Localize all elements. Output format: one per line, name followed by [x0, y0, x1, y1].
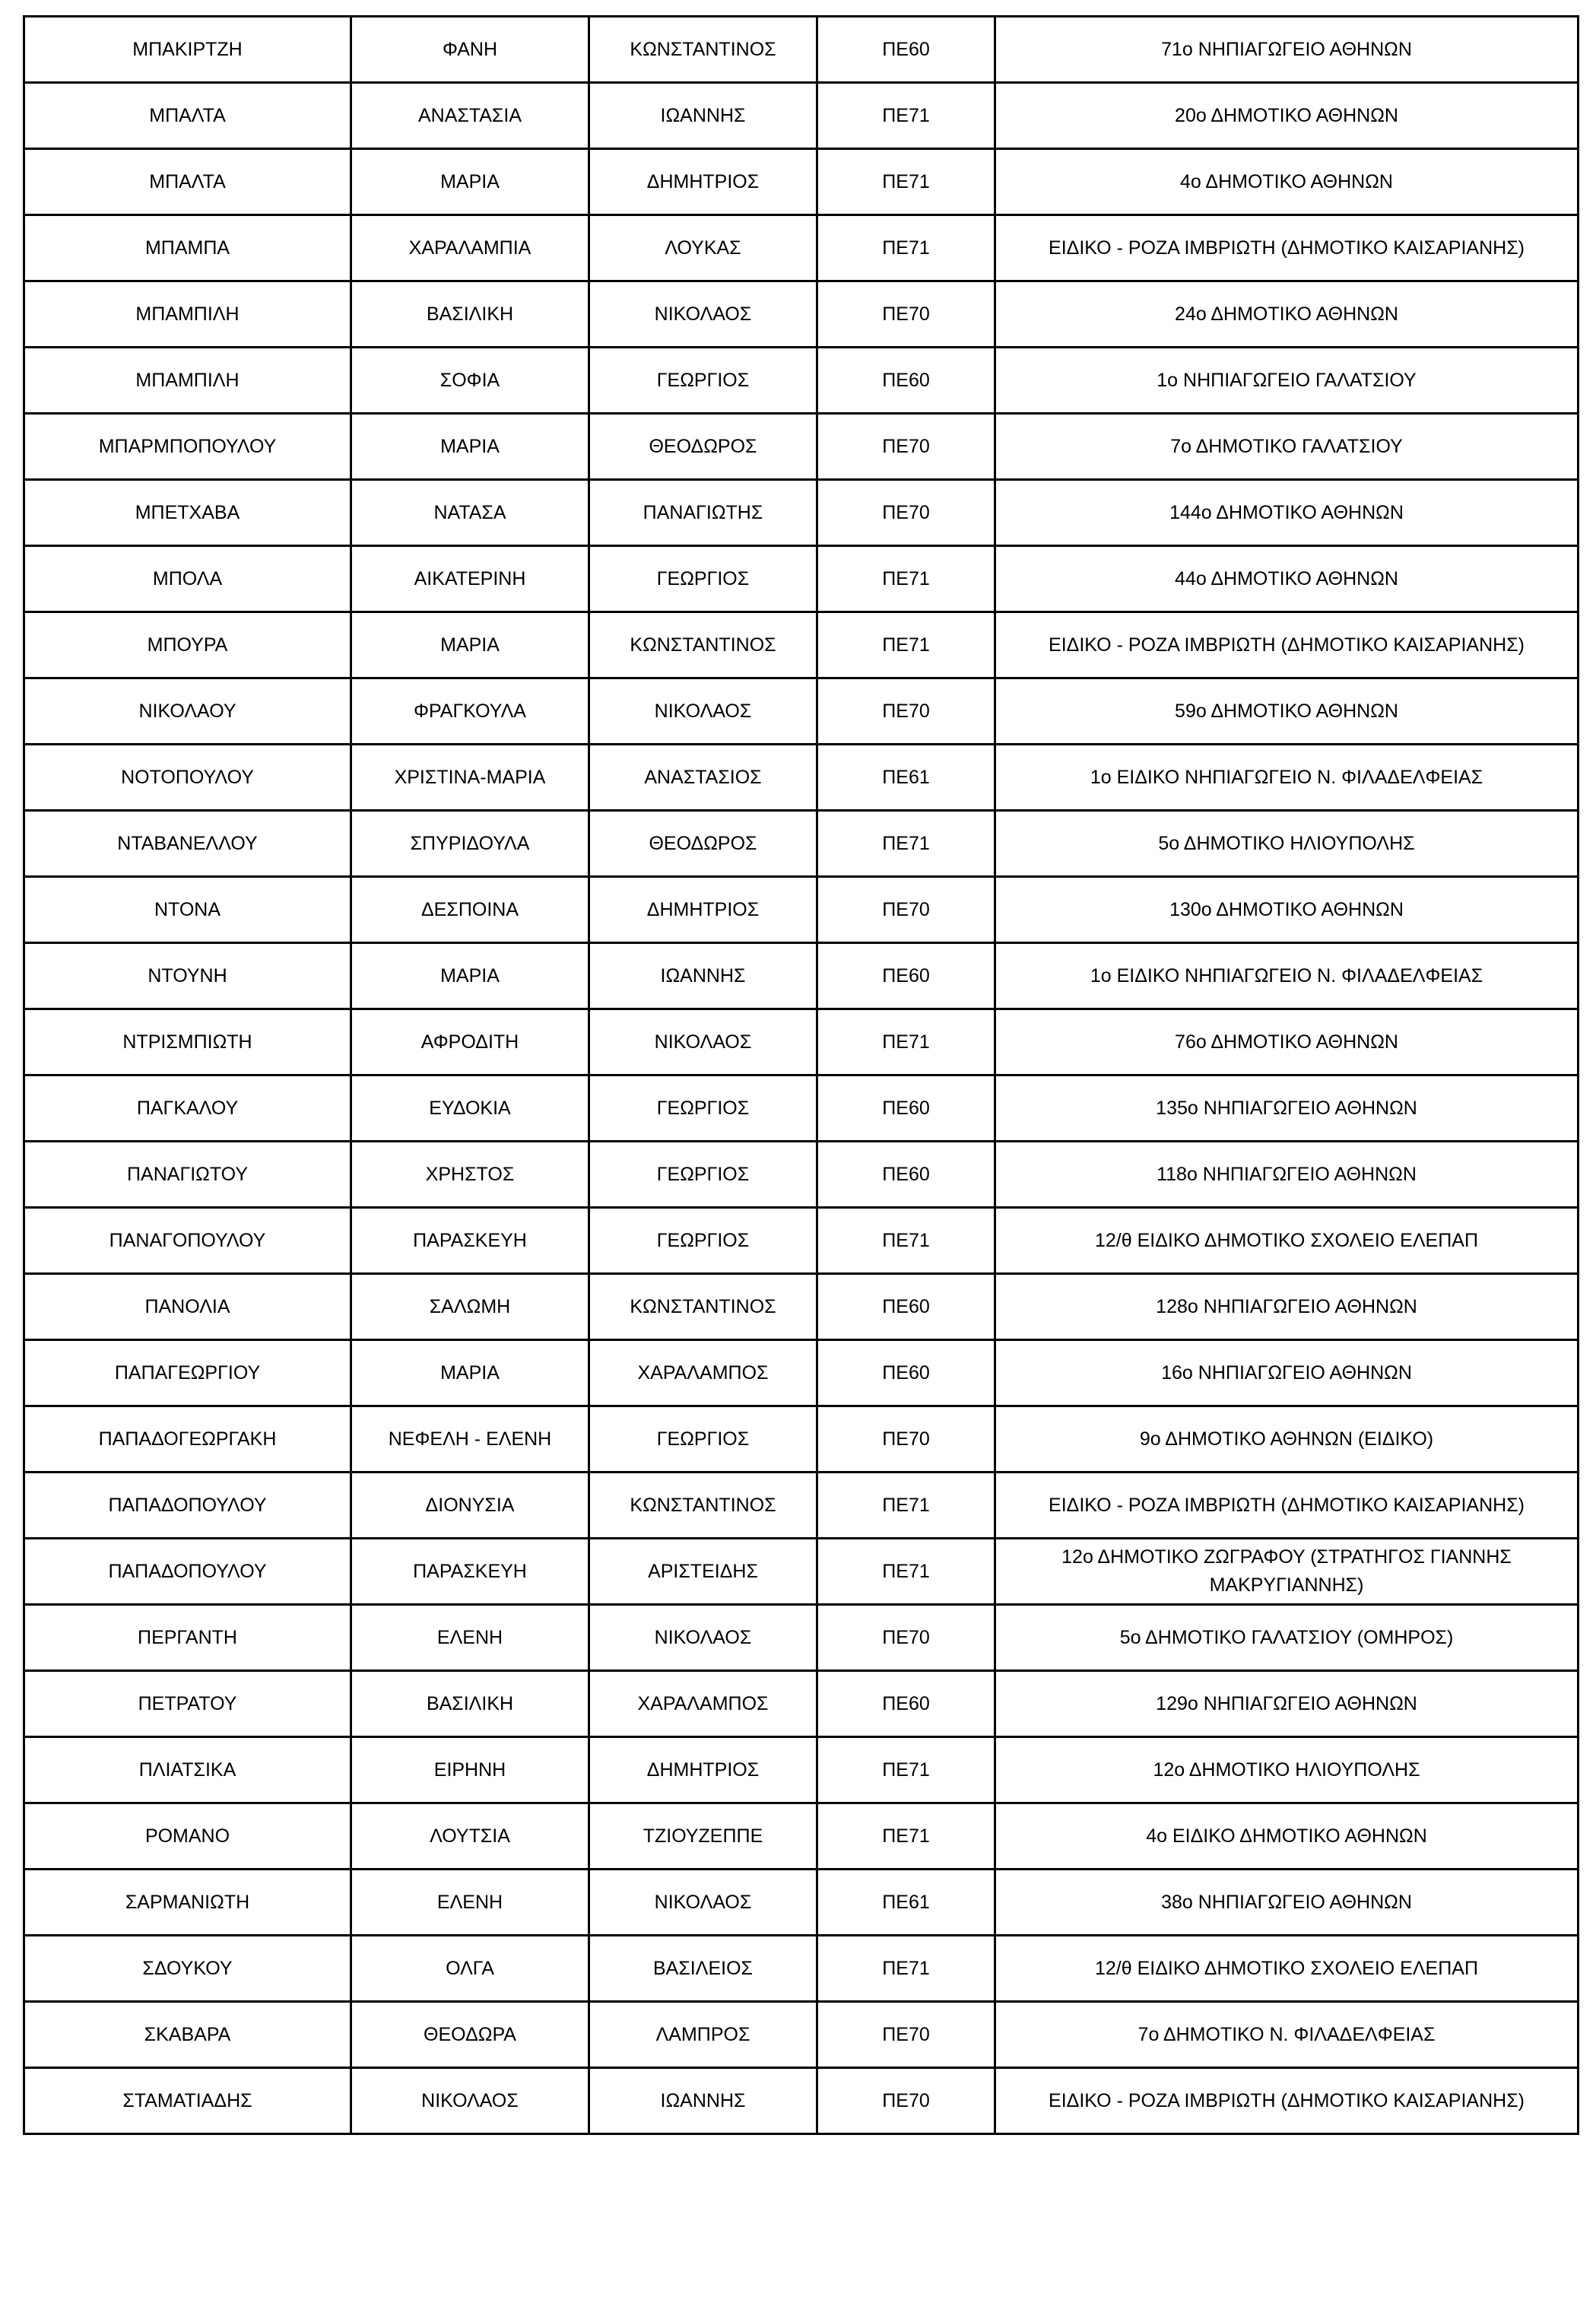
surname-cell: ΠΑΝΟΛΙΑ	[24, 1274, 351, 1340]
school-cell: 118ο ΝΗΠΙΑΓΩΓΕΙΟ ΑΘΗΝΩΝ	[995, 1142, 1579, 1208]
surname-cell: ΜΠΑΜΠΑ	[24, 215, 351, 281]
specialty-cell: ΠΕ60	[817, 348, 995, 414]
specialty-cell: ΠΕ60	[817, 1671, 995, 1737]
first-name-cell: ΑΙΚΑΤΕΡΙΝΗ	[351, 546, 589, 612]
first-name-cell: ΦΡΑΓΚΟΥΛΑ	[351, 678, 589, 745]
surname-cell: ΜΠΑΡΜΠΟΠΟΥΛΟΥ	[24, 414, 351, 480]
father-name-cell: ΧΑΡΑΛΑΜΠΟΣ	[589, 1671, 817, 1737]
surname-cell: ΝΟΤΟΠΟΥΛΟΥ	[24, 745, 351, 811]
specialty-cell: ΠΕ71	[817, 215, 995, 281]
table-row	[24, 1340, 1579, 1406]
first-name-cell: ΝΑΤΑΣΑ	[351, 480, 589, 546]
school-cell: 1ο ΕΙΔΙΚΟ ΝΗΠΙΑΓΩΓΕΙΟ Ν. ΦΙΛΑΔΕΛΦΕΙΑΣ	[995, 745, 1579, 811]
first-name-cell: ΟΛΓΑ	[351, 1936, 589, 2002]
surname-cell: ΣΚΑΒΑΡΑ	[24, 2002, 351, 2068]
school-cell: 38ο ΝΗΠΙΑΓΩΓΕΙΟ ΑΘΗΝΩΝ	[995, 1870, 1579, 1936]
father-name-cell: ΔΗΜΗΤΡΙΟΣ	[589, 1737, 817, 1803]
surname-cell: ΠΑΝΑΓΙΩΤΟΥ	[24, 1142, 351, 1208]
table-row	[24, 1605, 1579, 1671]
father-name-cell: ΓΕΩΡΓΙΟΣ	[589, 1142, 817, 1208]
specialty-cell: ΠΕ71	[817, 1737, 995, 1803]
specialty-cell: ΠΕ71	[817, 1473, 995, 1539]
table-body	[24, 17, 1579, 2134]
first-name-cell: ΜΑΡΙΑ	[351, 1340, 589, 1406]
father-name-cell: ΚΩΝΣΤΑΝΤΙΝΟΣ	[589, 1473, 817, 1539]
first-name-cell: ΑΦΡΟΔΙΤΗ	[351, 1009, 589, 1075]
table-row	[24, 546, 1579, 612]
school-cell: 4ο ΔΗΜΟΤΙΚΟ ΑΘΗΝΩΝ	[995, 149, 1579, 215]
school-cell: 128ο ΝΗΠΙΑΓΩΓΕΙΟ ΑΘΗΝΩΝ	[995, 1274, 1579, 1340]
specialty-cell: ΠΕ71	[817, 1936, 995, 2002]
father-name-cell: ΝΙΚΟΛΑΟΣ	[589, 281, 817, 348]
school-cell: 76ο ΔΗΜΟΤΙΚΟ ΑΘΗΝΩΝ	[995, 1009, 1579, 1075]
surname-cell: ΠΑΓΚΑΛΟΥ	[24, 1075, 351, 1142]
surname-cell: ΣΤΑΜΑΤΙΑΔΗΣ	[24, 2068, 351, 2134]
father-name-cell: ΘΕΟΔΩΡΟΣ	[589, 811, 817, 877]
school-cell: 9ο ΔΗΜΟΤΙΚΟ ΑΘΗΝΩΝ (ΕΙΔΙΚΟ)	[995, 1406, 1579, 1473]
specialty-cell: ΠΕ70	[817, 414, 995, 480]
surname-cell: ΝΙΚΟΛΑΟΥ	[24, 678, 351, 745]
father-name-cell: ΚΩΝΣΤΑΝΤΙΝΟΣ	[589, 1274, 817, 1340]
surname-cell: ΠΕΡΓΑΝΤΗ	[24, 1605, 351, 1671]
surname-cell: ΜΠΟΛΑ	[24, 546, 351, 612]
first-name-cell: ΣΟΦΙΑ	[351, 348, 589, 414]
first-name-cell: ΧΑΡΑΛΑΜΠΙΑ	[351, 215, 589, 281]
father-name-cell: ΔΗΜΗΤΡΙΟΣ	[589, 877, 817, 943]
surname-cell: ΜΠΑΛΤΑ	[24, 83, 351, 149]
table-row	[24, 480, 1579, 546]
table-row	[24, 1075, 1579, 1142]
school-cell: 44ο ΔΗΜΟΤΙΚΟ ΑΘΗΝΩΝ	[995, 546, 1579, 612]
surname-cell: ΜΠΟΥΡΑ	[24, 612, 351, 678]
surname-cell: ΠΕΤΡΑΤΟΥ	[24, 1671, 351, 1737]
school-cell: 71ο ΝΗΠΙΑΓΩΓΕΙΟ ΑΘΗΝΩΝ	[995, 17, 1579, 83]
father-name-cell: ΓΕΩΡΓΙΟΣ	[589, 348, 817, 414]
first-name-cell: ΝΕΦΕΛΗ - ΕΛΕΝΗ	[351, 1406, 589, 1473]
first-name-cell: ΧΡΙΣΤΙΝΑ-ΜΑΡΙΑ	[351, 745, 589, 811]
table-row	[24, 281, 1579, 348]
surname-cell: ΜΠΑΜΠΙΛΗ	[24, 281, 351, 348]
specialty-cell: ΠΕ60	[817, 1075, 995, 1142]
specialty-cell: ΠΕ71	[817, 612, 995, 678]
specialty-cell: ΠΕ60	[817, 1274, 995, 1340]
father-name-cell: ΧΑΡΑΛΑΜΠΟΣ	[589, 1340, 817, 1406]
school-cell: 7ο ΔΗΜΟΤΙΚΟ ΓΑΛΑΤΣΙΟΥ	[995, 414, 1579, 480]
specialty-cell: ΠΕ60	[817, 943, 995, 1009]
specialty-cell: ΠΕ60	[817, 1142, 995, 1208]
father-name-cell: ΠΑΝΑΓΙΩΤΗΣ	[589, 480, 817, 546]
first-name-cell: ΕΛΕΝΗ	[351, 1605, 589, 1671]
father-name-cell: ΓΕΩΡΓΙΟΣ	[589, 1406, 817, 1473]
table-row	[24, 678, 1579, 745]
father-name-cell: ΤΖΙΟΥΖΕΠΠΕ	[589, 1803, 817, 1870]
school-cell: 12/θ ΕΙΔΙΚΟ ΔΗΜΟΤΙΚΟ ΣΧΟΛΕΙΟ ΕΛΕΠΑΠ	[995, 1936, 1579, 2002]
specialty-cell: ΠΕ70	[817, 1605, 995, 1671]
specialty-cell: ΠΕ60	[817, 1340, 995, 1406]
specialty-cell: ΠΕ71	[817, 83, 995, 149]
table-row	[24, 1737, 1579, 1803]
table-row	[24, 1936, 1579, 2002]
first-name-cell: ΜΑΡΙΑ	[351, 612, 589, 678]
father-name-cell: ΝΙΚΟΛΑΟΣ	[589, 678, 817, 745]
table-row	[24, 1870, 1579, 1936]
specialty-cell: ΠΕ70	[817, 1406, 995, 1473]
father-name-cell: ΘΕΟΔΩΡΟΣ	[589, 414, 817, 480]
first-name-cell: ΧΡΗΣΤΟΣ	[351, 1142, 589, 1208]
father-name-cell: ΔΗΜΗΤΡΙΟΣ	[589, 149, 817, 215]
surname-cell: ΝΤΡΙΣΜΠΙΩΤΗ	[24, 1009, 351, 1075]
school-cell: 130ο ΔΗΜΟΤΙΚΟ ΑΘΗΝΩΝ	[995, 877, 1579, 943]
first-name-cell: ΜΑΡΙΑ	[351, 943, 589, 1009]
father-name-cell: ΝΙΚΟΛΑΟΣ	[589, 1009, 817, 1075]
father-name-cell: ΙΩΑΝΝΗΣ	[589, 943, 817, 1009]
first-name-cell: ΛΟΥΤΣΙΑ	[351, 1803, 589, 1870]
specialty-cell: ΠΕ71	[817, 546, 995, 612]
table-row	[24, 2068, 1579, 2134]
first-name-cell: ΔΕΣΠΟΙΝΑ	[351, 877, 589, 943]
table-row	[24, 943, 1579, 1009]
specialty-cell: ΠΕ60	[817, 17, 995, 83]
school-cell: ΕΙΔΙΚΟ - ΡΟΖΑ ΙΜΒΡΙΩΤΗ (ΔΗΜΟΤΙΚΟ ΚΑΙΣΑΡΙΑΝΗΣ)	[995, 612, 1579, 678]
father-name-cell: ΛΑΜΠΡΟΣ	[589, 2002, 817, 2068]
table-row	[24, 877, 1579, 943]
father-name-cell: ΝΙΚΟΛΑΟΣ	[589, 1870, 817, 1936]
father-name-cell: ΓΕΩΡΓΙΟΣ	[589, 1075, 817, 1142]
first-name-cell: ΦΑΝΗ	[351, 17, 589, 83]
school-cell: ΕΙΔΙΚΟ - ΡΟΖΑ ΙΜΒΡΙΩΤΗ (ΔΗΜΟΤΙΚΟ ΚΑΙΣΑΡΙΑΝΗΣ)	[995, 215, 1579, 281]
specialty-cell: ΠΕ70	[817, 2068, 995, 2134]
specialty-cell: ΠΕ71	[817, 1009, 995, 1075]
father-name-cell: ΓΕΩΡΓΙΟΣ	[589, 546, 817, 612]
surname-cell: ΠΑΠΑΓΕΩΡΓΙΟΥ	[24, 1340, 351, 1406]
school-cell: 12/θ ΕΙΔΙΚΟ ΔΗΜΟΤΙΚΟ ΣΧΟΛΕΙΟ ΕΛΕΠΑΠ	[995, 1208, 1579, 1274]
first-name-cell: ΒΑΣΙΛΙΚΗ	[351, 1671, 589, 1737]
school-cell: 1ο ΕΙΔΙΚΟ ΝΗΠΙΑΓΩΓΕΙΟ Ν. ΦΙΛΑΔΕΛΦΕΙΑΣ	[995, 943, 1579, 1009]
first-name-cell: ΣΑΛΩΜΗ	[351, 1274, 589, 1340]
school-cell: 7ο ΔΗΜΟΤΙΚΟ Ν. ΦΙΛΑΔΕΛΦΕΙΑΣ	[995, 2002, 1579, 2068]
surname-cell: ΡΟΜΑΝΟ	[24, 1803, 351, 1870]
father-name-cell: ΑΝΑΣΤΑΣΙΟΣ	[589, 745, 817, 811]
table-row	[24, 414, 1579, 480]
first-name-cell: ΑΝΑΣΤΑΣΙΑ	[351, 83, 589, 149]
table-row	[24, 1473, 1579, 1539]
father-name-cell: ΚΩΝΣΤΑΝΤΙΝΟΣ	[589, 612, 817, 678]
first-name-cell: ΔΙΟΝΥΣΙΑ	[351, 1473, 589, 1539]
father-name-cell: ΒΑΣΙΛΕΙΟΣ	[589, 1936, 817, 2002]
surname-cell: ΣΔΟΥΚΟΥ	[24, 1936, 351, 2002]
specialty-cell: ΠΕ61	[817, 745, 995, 811]
first-name-cell: ΣΠΥΡΙΔΟΥΛΑ	[351, 811, 589, 877]
school-cell: 135ο ΝΗΠΙΑΓΩΓΕΙΟ ΑΘΗΝΩΝ	[995, 1075, 1579, 1142]
father-name-cell: ΛΟΥΚΑΣ	[589, 215, 817, 281]
school-cell: 129ο ΝΗΠΙΑΓΩΓΕΙΟ ΑΘΗΝΩΝ	[995, 1671, 1579, 1737]
table-row	[24, 612, 1579, 678]
school-cell: ΕΙΔΙΚΟ - ΡΟΖΑ ΙΜΒΡΙΩΤΗ (ΔΗΜΟΤΙΚΟ ΚΑΙΣΑΡΙΑΝΗΣ)	[995, 1473, 1579, 1539]
table-row	[24, 745, 1579, 811]
first-name-cell: ΠΑΡΑΣΚΕΥΗ	[351, 1208, 589, 1274]
table-row	[24, 1803, 1579, 1870]
surname-cell: ΠΑΠΑΔΟΠΟΥΛΟΥ	[24, 1539, 351, 1605]
first-name-cell: ΕΛΕΝΗ	[351, 1870, 589, 1936]
specialty-cell: ΠΕ70	[817, 877, 995, 943]
specialty-cell: ΠΕ70	[817, 281, 995, 348]
father-name-cell: ΚΩΝΣΤΑΝΤΙΝΟΣ	[589, 17, 817, 83]
specialty-cell: ΠΕ71	[817, 1208, 995, 1274]
surname-cell: ΜΠΑΜΠΙΛΗ	[24, 348, 351, 414]
surname-cell: ΝΤΟΥΝΗ	[24, 943, 351, 1009]
school-cell: 59ο ΔΗΜΟΤΙΚΟ ΑΘΗΝΩΝ	[995, 678, 1579, 745]
table-row	[24, 2002, 1579, 2068]
school-cell: 24ο ΔΗΜΟΤΙΚΟ ΑΘΗΝΩΝ	[995, 281, 1579, 348]
surname-cell: ΠΑΠΑΔΟΠΟΥΛΟΥ	[24, 1473, 351, 1539]
table-row	[24, 348, 1579, 414]
specialty-cell: ΠΕ70	[817, 480, 995, 546]
teacher-placement-table	[23, 15, 1579, 2135]
father-name-cell: ΙΩΑΝΝΗΣ	[589, 2068, 817, 2134]
surname-cell: ΠΛΙΑΤΣΙΚΑ	[24, 1737, 351, 1803]
surname-cell: ΝΤΑΒΑΝΕΛΛΟΥ	[24, 811, 351, 877]
father-name-cell: ΑΡΙΣΤΕΙΔΗΣ	[589, 1539, 817, 1605]
specialty-cell: ΠΕ71	[817, 811, 995, 877]
school-cell: 5ο ΔΗΜΟΤΙΚΟ ΗΛΙΟΥΠΟΛΗΣ	[995, 811, 1579, 877]
school-cell: 20ο ΔΗΜΟΤΙΚΟ ΑΘΗΝΩΝ	[995, 83, 1579, 149]
father-name-cell: ΝΙΚΟΛΑΟΣ	[589, 1605, 817, 1671]
first-name-cell: ΠΑΡΑΣΚΕΥΗ	[351, 1539, 589, 1605]
school-cell: 12ο ΔΗΜΟΤΙΚΟ ΗΛΙΟΥΠΟΛΗΣ	[995, 1737, 1579, 1803]
father-name-cell: ΓΕΩΡΓΙΟΣ	[589, 1208, 817, 1274]
school-cell: 16ο ΝΗΠΙΑΓΩΓΕΙΟ ΑΘΗΝΩΝ	[995, 1340, 1579, 1406]
school-cell: 5ο ΔΗΜΟΤΙΚΟ ΓΑΛΑΤΣΙΟΥ (ΟΜΗΡΟΣ)	[995, 1605, 1579, 1671]
first-name-cell: ΘΕΟΔΩΡΑ	[351, 2002, 589, 2068]
first-name-cell: ΜΑΡΙΑ	[351, 149, 589, 215]
table-row	[24, 215, 1579, 281]
specialty-cell: ΠΕ71	[817, 149, 995, 215]
school-cell: 4ο ΕΙΔΙΚΟ ΔΗΜΟΤΙΚΟ ΑΘΗΝΩΝ	[995, 1803, 1579, 1870]
school-cell: 12ο ΔΗΜΟΤΙΚΟ ΖΩΓΡΑΦΟΥ (ΣΤΡΑΤΗΓΟΣ ΓΙΑΝΝΗΣ ΜΑΚΡΥΓΙΑΝΝΗΣ)	[995, 1539, 1579, 1605]
specialty-cell: ΠΕ71	[817, 1539, 995, 1605]
table-row	[24, 149, 1579, 215]
father-name-cell: ΙΩΑΝΝΗΣ	[589, 83, 817, 149]
first-name-cell: ΕΥΔΟΚΙΑ	[351, 1075, 589, 1142]
table-row	[24, 811, 1579, 877]
table-row	[24, 17, 1579, 83]
table-row	[24, 1539, 1579, 1605]
table-row	[24, 83, 1579, 149]
table-row	[24, 1406, 1579, 1473]
first-name-cell: ΕΙΡΗΝΗ	[351, 1737, 589, 1803]
school-cell: 144ο ΔΗΜΟΤΙΚΟ ΑΘΗΝΩΝ	[995, 480, 1579, 546]
specialty-cell: ΠΕ71	[817, 1803, 995, 1870]
first-name-cell: ΝΙΚΟΛΑΟΣ	[351, 2068, 589, 2134]
first-name-cell: ΜΑΡΙΑ	[351, 414, 589, 480]
table-row	[24, 1009, 1579, 1075]
specialty-cell: ΠΕ70	[817, 678, 995, 745]
table-row	[24, 1671, 1579, 1737]
surname-cell: ΜΠΑΛΤΑ	[24, 149, 351, 215]
surname-cell: ΝΤΟΝΑ	[24, 877, 351, 943]
table-row	[24, 1142, 1579, 1208]
surname-cell: ΠΑΠΑΔΟΓΕΩΡΓΑΚΗ	[24, 1406, 351, 1473]
surname-cell: ΣΑΡΜΑΝΙΩΤΗ	[24, 1870, 351, 1936]
school-cell: 1ο ΝΗΠΙΑΓΩΓΕΙΟ ΓΑΛΑΤΣΙΟΥ	[995, 348, 1579, 414]
surname-cell: ΜΠΕΤΧΑΒΑ	[24, 480, 351, 546]
first-name-cell: ΒΑΣΙΛΙΚΗ	[351, 281, 589, 348]
table-row	[24, 1274, 1579, 1340]
school-cell: ΕΙΔΙΚΟ - ΡΟΖΑ ΙΜΒΡΙΩΤΗ (ΔΗΜΟΤΙΚΟ ΚΑΙΣΑΡΙΑΝΗΣ)	[995, 2068, 1579, 2134]
surname-cell: ΠΑΝΑΓΟΠΟΥΛΟΥ	[24, 1208, 351, 1274]
specialty-cell: ΠΕ70	[817, 2002, 995, 2068]
table-row	[24, 1208, 1579, 1274]
specialty-cell: ΠΕ61	[817, 1870, 995, 1936]
surname-cell: ΜΠΑΚΙΡΤΖΗ	[24, 17, 351, 83]
